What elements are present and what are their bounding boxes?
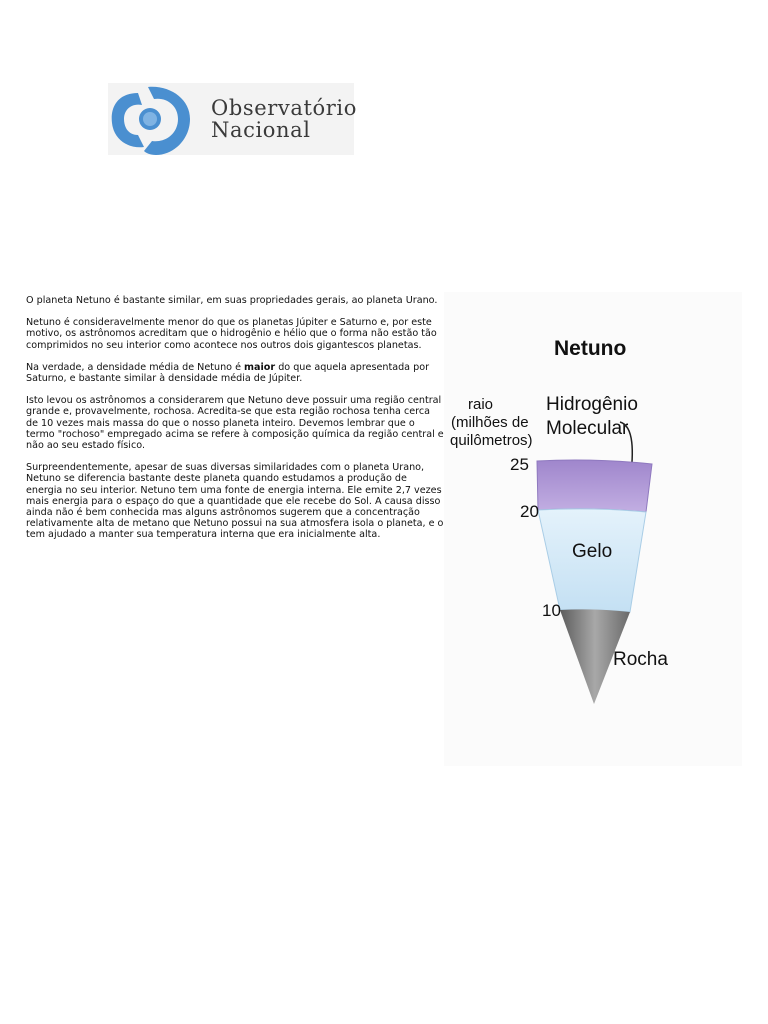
article-body [26, 295, 444, 552]
article-paragraph-5: Surpreendentemente, apesar de suas diversas similaridades com o planeta Urano, Netuno se diferencia bastante deste planeta quando estudamos a produção de energia no seu interior. Netuno tem uma fonte de energia interna. Ele emite 2,7 vezes mais energia para o espaço do que a quantidade que ele recebe do Sol. A causa disso ainda não é bem conhecida mas alguns astrônomos sugerem que a concentração relativamente alta de metano que Netuno possui na sua atmosfera isola o planeta, e o tem ajudado a manter sua temperatura interna que era inicialmente alta. [26, 462, 444, 541]
logo-line-nacional: Nacional [211, 118, 311, 142]
layer-label-gelo: Gelo [572, 541, 613, 562]
axis-label-line-1: raio [468, 396, 494, 413]
tick-20: 20 [520, 502, 539, 521]
layer-label-hidrogenio: Hidrogênio [546, 394, 638, 415]
tick-10: 10 [542, 601, 561, 620]
layer-hidrogenio-molecular [537, 460, 652, 512]
tick-25: 25 [510, 455, 529, 474]
diagram-title: Netuno [554, 337, 627, 360]
observatorio-logo-icon [108, 83, 200, 155]
article-paragraph-2: Netuno é consideravelmente menor do que os planetas Júpiter e Saturno e, por este motivo, os astrônomos acreditam que o hidrogênio e hélio que o forma não estão tão comprimidos no seu interior como acontece nos outros dois gigantescos planetas. [26, 317, 437, 351]
article-p3-end: do que aquela apresentada por Saturno, e bastante similar à densidade média de Júpiter. [26, 361, 430, 385]
layer-label-molecular: Molecular [546, 418, 629, 439]
article-paragraph-3 [26, 362, 444, 384]
article-p3-bold: maior [244, 361, 276, 373]
logo-line-observatorio: Observatório [211, 96, 357, 120]
article-p3-start: Na verdade, a densidade média de Netuno é [26, 361, 245, 373]
axis-label-line-2: (milhões de [451, 414, 529, 431]
neptune-structure-diagram [444, 292, 742, 766]
logo-wordmark [211, 97, 357, 141]
observatorio-nacional-logo [108, 83, 357, 155]
article-paragraph-1: O planeta Netuno é bastante similar, em suas propriedades gerais, ao planeta Urano. [26, 295, 438, 306]
article-paragraph-4: Isto levou os astrônomos a considerarem que Netuno deve possuir uma região central grande e, provavelmente, rochosa. Acredita-se que esta região rochosa tenha cerca de 10 vezes mais massa do que o nosso planeta inteiro. Devemos lembrar que o termo "rochoso" empregado acima se refere à composição química da região central e não ao seu estado físico. [26, 395, 444, 452]
layer-label-rocha: Rocha [613, 649, 668, 670]
axis-label-line-3: quilômetros) [450, 432, 533, 449]
